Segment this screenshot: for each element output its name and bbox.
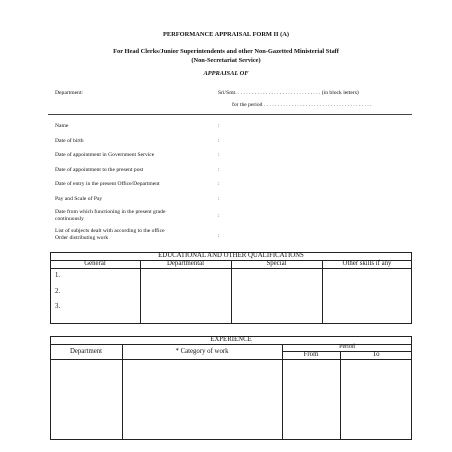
detail-separator: : <box>218 167 220 173</box>
education-col-general: General <box>84 260 106 267</box>
detail-separator: : <box>218 138 220 144</box>
detail-subjects-label-cont: Order distributing work <box>55 235 109 241</box>
education-col-other-skills: Other skills if any <box>342 260 392 267</box>
experience-col-period: Period <box>339 344 355 350</box>
education-table-title: EDUCATIONAL AND OTHER QUALIFICATIONS <box>158 252 304 259</box>
experience-table-title: EXPERIENCE <box>210 336 252 343</box>
form-subtitle-service: (Non-Secretariat Service) <box>191 57 261 64</box>
detail-grade-date-label: Date from which functioning in the present grade <box>55 209 166 215</box>
education-col-departmental: Departmental <box>167 260 204 267</box>
department-label: Department: <box>55 90 83 96</box>
experience-col-to: To <box>372 351 380 358</box>
detail-separator: : <box>218 213 220 219</box>
detail-name-label: Name <box>55 123 69 129</box>
detail-separator: : <box>218 233 220 239</box>
appraisal-of-heading: APPRAISAL OF <box>203 70 249 77</box>
employee-name-line: Sri/Smt. . . . . . . . . . . . . . . . . . . . . . . . . . . . . . . (in block letters) <box>218 90 359 96</box>
detail-office-entry-label: Date of entry in the present Office/Department <box>55 181 160 187</box>
experience-col-category: * Category of work <box>175 348 229 355</box>
experience-col-department: Department <box>69 348 103 355</box>
appraisal-period-line: for the period . . . . . . . . . . . . . . . . . . . . . . . . . . . . . . . . . . . . . . . <box>232 102 372 108</box>
detail-grade-date-label-cont: continuously <box>55 216 84 222</box>
detail-dob-label: Date of birth <box>55 138 84 144</box>
form-subtitle: For Head Clerks/Junior Superintendents and other Non-Gazetted Ministerial Staff <box>113 48 339 55</box>
form-title: PERFORMANCE APPRAISAL FORM II (A) <box>162 31 290 38</box>
education-row-number: 2. <box>55 288 61 295</box>
detail-govt-service-label: Date of appointment in Government Service <box>55 152 155 158</box>
detail-separator: : <box>218 196 220 202</box>
detail-separator: : <box>218 152 220 158</box>
detail-separator: : <box>218 123 220 129</box>
education-row-number: 3. <box>55 303 61 310</box>
divider <box>48 114 412 115</box>
experience-col-from: From <box>303 351 319 358</box>
detail-present-post-label: Date of appointment to the present post <box>55 167 144 173</box>
education-row-number: 1. <box>55 272 61 279</box>
detail-separator: : <box>218 181 220 187</box>
detail-subjects-label: List of subjects dealt with according to the office <box>55 228 165 234</box>
education-col-special: Special <box>266 260 287 267</box>
detail-pay-scale-label: Pay and Scale of Pay <box>55 196 103 202</box>
